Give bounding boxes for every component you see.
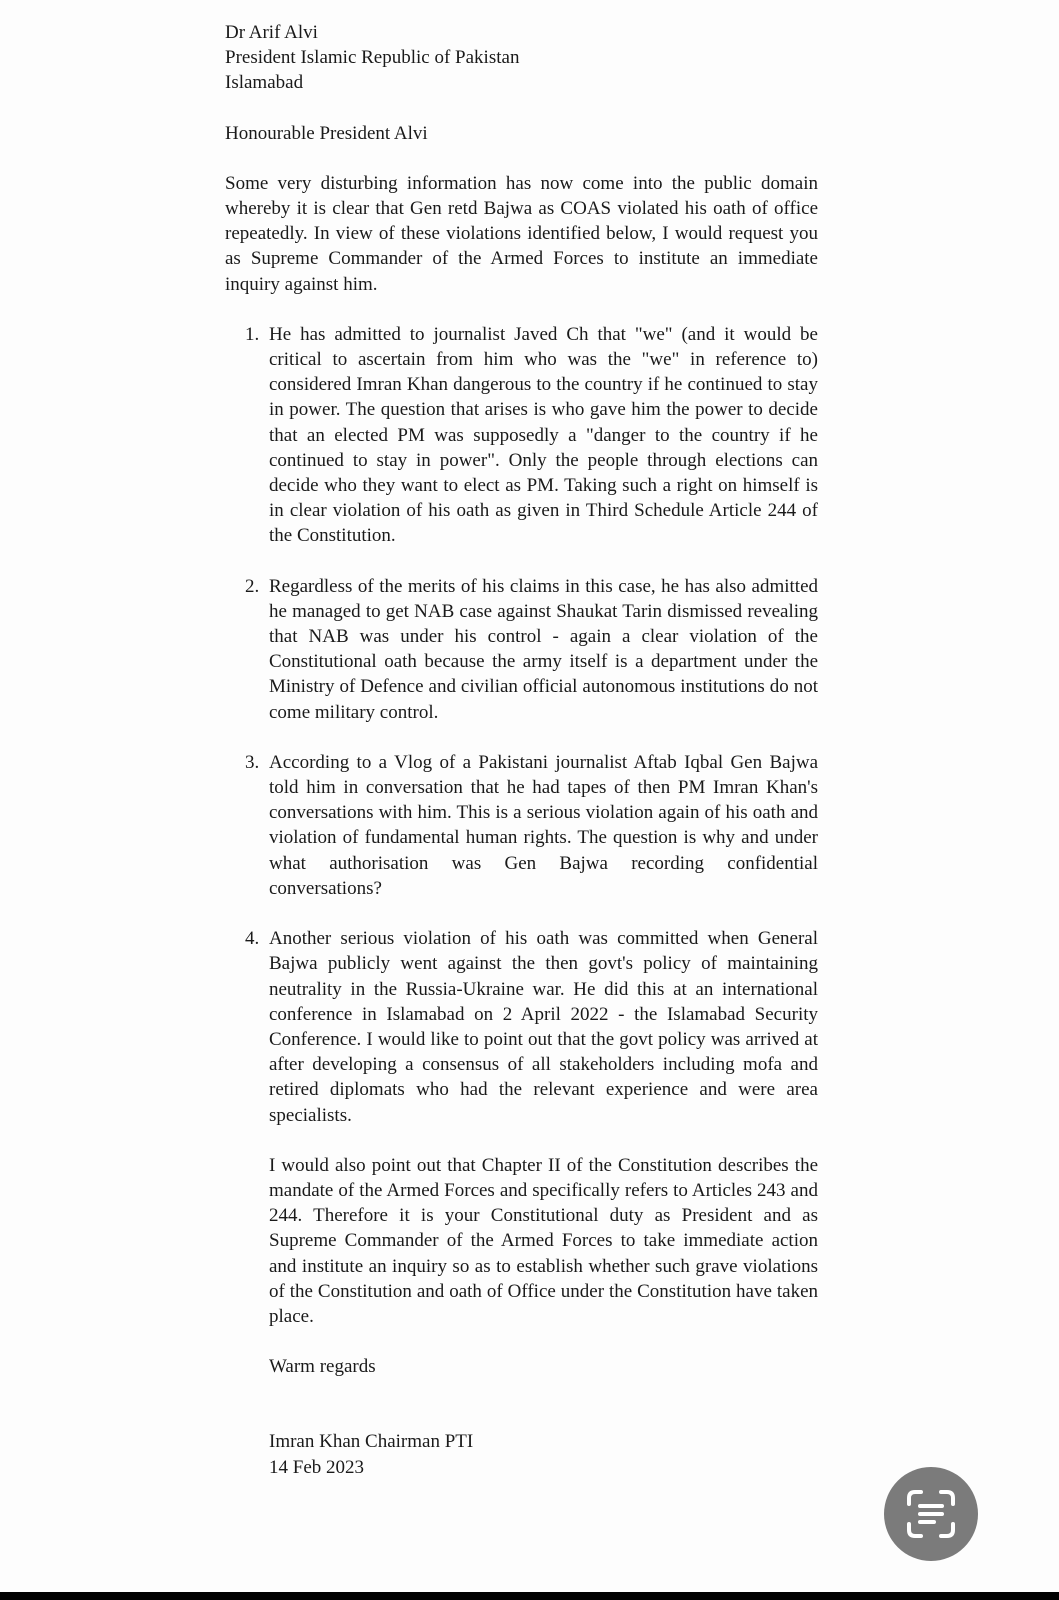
list-item-text: Another serious violation of his oath was committed when General Bajwa publicly went against the then govt's policy of maintaining neutrality in the Russia-Ukraine war. He did this at an international conference in Islamabad on 2 April 2022 - the Islamabad Security Conference. I would like to point out that the govt policy was arrived at after developing a consensus of all stakeholders including mofa and retired diplomats who had the relevant experience and were area specialists.	[269, 928, 818, 1126]
salutation: Honourable President Alvi	[225, 122, 428, 144]
list-item	[225, 750, 818, 901]
text-scan-button[interactable]	[884, 1467, 978, 1561]
list-item-number: 2.	[245, 575, 260, 597]
recipient-title: President Islamic Republic of Pakistan	[225, 47, 520, 69]
list-item	[225, 322, 818, 549]
signature-name: Imran Khan Chairman PTI	[269, 1431, 474, 1453]
letter-body	[225, 20, 818, 1480]
list-item-number: 3.	[245, 751, 260, 773]
list-item	[225, 574, 818, 725]
recipient-name: Dr Arif Alvi	[225, 22, 318, 43]
list-item-text: Regardless of the merits of his claims in this case, he has also admitted he managed to get NAB case against Shaukat Tarin dismissed revealing that NAB was under his control - again a clear violation of the Constitutional oath because the army itself is a department under the Ministry of Defence and civilian official autonomous institutions do not come military control.	[269, 575, 818, 723]
text-scan-icon	[903, 1486, 959, 1542]
signature-date: 14 Feb 2023	[269, 1456, 364, 1478]
signature-block	[225, 1429, 818, 1479]
list-item-number: 1.	[245, 323, 260, 345]
bottom-bar	[0, 1592, 1059, 1600]
intro-paragraph: Some very disturbing information has now come into the public domain whereby it is clear that Gen retd Bajwa as COAS violated his oath of office repeatedly. In view of these violations identified below, I would request you as Supreme Commander of the Armed Forces to institute an immediate inquiry against him.	[225, 172, 818, 295]
closing: Warm regards	[269, 1356, 376, 1378]
list-item-number: 4.	[245, 928, 260, 950]
list-item-text: He has admitted to journalist Javed Ch that "we" (and it would be critical to ascertain from him who was the "we" in reference to) considered Imran Khan dangerous to the country if he continued to stay in power. The question that arises is who gave him the power to decide that an elected PM was supposedly a "danger to the country if he continued to stay in power". Only the people through elections can decide who they want to elect as PM. Taking such a right on himself is in clear violation of his oath as given in Third Schedule Article 244 of the Constitution.	[269, 323, 818, 547]
list-item	[225, 926, 818, 1128]
recipient-city: Islamabad	[225, 72, 304, 94]
list-item-text: According to a Vlog of a Pakistani journalist Aftab Iqbal Gen Bajwa told him in conversation that he had tapes of then PM Imran Khan's conversations with him. This is a serious violation again of his oath and violation of fundamental human rights. The question is why and under what authorisation was Gen Bajwa recording confidential conversations?	[269, 751, 818, 899]
recipient-address	[225, 20, 818, 96]
constitution-paragraph: I would also point out that Chapter II of the Constitution describes the mandate of the Armed Forces and specifically refers to Articles 243 and 244. Therefore it is your Constitutional duty as President and as Supreme Commander of the Armed Forces to take immediate action and institute an inquiry so as to establish whether such grave violations of the Constitution and oath of Office under the Constitution have taken place.	[269, 1154, 818, 1327]
